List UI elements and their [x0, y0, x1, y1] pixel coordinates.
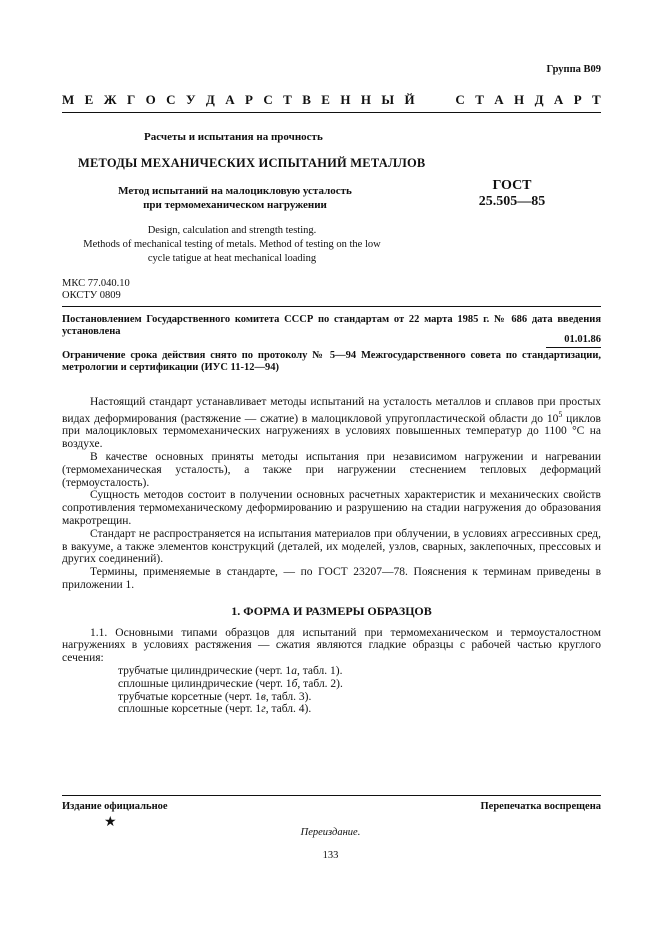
document-subtitle: Расчеты и испытания на прочность [144, 131, 323, 143]
list-item: сплошные корсетные (черт. 1г, табл. 4). [118, 703, 312, 716]
group-code: Группа В09 [546, 64, 601, 75]
classification-codes [62, 278, 130, 302]
banner-letter: С [455, 92, 465, 107]
paragraph-exclusions: Стандарт не распространяется на испытания материалов при облучении, в условиях агрессивных сред, в вакууме, а также элементов конструкций (деталей, их моделей, узлов, сварных, заклепочных, прессовых и других соединений). [62, 527, 601, 566]
page-number: 133 [322, 850, 339, 861]
banner-letter: Д [205, 92, 215, 107]
banner-letter: Й [404, 92, 415, 107]
banner-letter: А [494, 92, 504, 107]
english-title-line1: Design, calculation and strength testing. [147, 225, 317, 236]
main-body [62, 396, 601, 716]
banner-letter: Е [84, 92, 94, 107]
date-rule [546, 347, 601, 348]
gost-designation [460, 178, 564, 210]
banner-letter: С [166, 92, 176, 107]
english-title-line2: Methods of mechanical testing of metals. Method of testing on the low [83, 239, 381, 250]
list-item: трубчатые корсетные (черт. 1в, табл. 3). [118, 690, 312, 703]
banner-letter: Т [592, 92, 601, 107]
banner-letter: Т [475, 92, 484, 107]
gost-number: 25.505—85 [478, 194, 546, 209]
banner-letter: С [263, 92, 273, 107]
banner-letter: А [553, 92, 564, 107]
banner-letter: Р [573, 92, 582, 107]
paragraph-methods: В качестве основных приняты методы испытания при независимом нагружении и нагревании (термомеханическая усталость), а также при нагружении стеснением тепловых деформаций (термоусталость). [62, 451, 601, 489]
document-title: МЕТОДЫ МЕХАНИЧЕСКИХ ИСПЫТАНИЙ МЕТАЛЛОВ [78, 156, 426, 170]
banner-letter: Ы [381, 92, 395, 107]
english-title [62, 224, 402, 266]
english-title-line3: cycle tatigue at heat mechanical loading [147, 253, 317, 264]
banner-gap [425, 92, 445, 108]
star-icon: ★ [104, 815, 117, 830]
list-item: трубчатые цилиндрические (черт. 1а, табл. 1). [118, 664, 343, 677]
paragraph-specimen-types: 1.1. Основными типами образцов для испытаний при термомеханическом и термоусталостном нагружениях в условиях растяжения — сжатия являются гладкие образцы с рабочей частью круглого сечения: [62, 626, 601, 665]
official-edition: Издание официальное [62, 801, 168, 812]
introduction-date: 01.01.86 [564, 334, 601, 345]
banner-letter: В [302, 92, 311, 107]
okstu-code: ОКСТУ 0809 [62, 290, 121, 301]
specimen-type-list [62, 665, 601, 716]
footer-rule [62, 795, 601, 796]
standard-banner [62, 92, 601, 108]
banner-letter: Ж [103, 92, 117, 107]
banner-letter: Р [245, 92, 253, 107]
banner-letter: Д [534, 92, 544, 107]
banner-letter: У [185, 92, 196, 107]
method-title [110, 184, 360, 212]
paragraph-terms: Термины, применяемые в стандарте, — по ГОСТ 23207—78. Пояснения к терминам приведены в приложении 1. [62, 566, 601, 591]
paragraph-essence: Сущность методов состоит в получении основных расчетных характеристик и механических свойств сопротивления термомеханическому деформированию и разрушению на стадии нагружения до образования макротрещин. [62, 489, 601, 527]
banner-letter: Е [321, 92, 330, 107]
method-title-line2: при термомеханическом нагружении [143, 199, 327, 211]
decree-text: Постановлением Государственного комитета СССР по стандартам от 22 марта 1985 г. № 686 дата введения установлена [62, 314, 601, 337]
gost-label: ГОСТ [492, 178, 532, 193]
banner-letter: Н [360, 92, 371, 107]
limitation-notice: Ограничение срока действия снято по протоколу № 5—94 Межгосударственного совета по стандартизации, метрологии и сертификации (ИУС 11-12—94) [62, 350, 601, 373]
banner-letter: Т [283, 92, 292, 107]
reedition-note: Переиздание. [300, 827, 361, 838]
section-heading: 1. ФОРМА И РАЗМЕРЫ ОБРАЗЦОВ [231, 603, 432, 618]
banner-letter: Н [340, 92, 351, 107]
codes-rule [62, 306, 601, 307]
banner-rule [62, 112, 601, 113]
banner-letter: А [225, 92, 235, 107]
paragraph-scope: Настоящий стандарт устанавливает методы испытаний на усталость металлов и сплавов при простых видах деформирования (растяжение — сжатие) в малоцикловой упругопластической области до $10^5$ циклов при малоцикловых термомеханических нагружениях в условиях повышенных температур до 1100 °С на воздухе. [62, 396, 601, 451]
banner-letter: Г [126, 92, 136, 107]
banner-letter: О [145, 92, 156, 107]
reprint-notice: Перепечатка воспрещена [480, 801, 601, 812]
list-item: сплошные цилиндрические (черт. 1б, табл. 2). [118, 677, 343, 690]
banner-letter: М [62, 92, 75, 107]
banner-letter: Н [514, 92, 525, 107]
method-title-line1: Метод испытаний на малоцикловую усталость [118, 185, 352, 197]
mks-code: МКС 77.040.10 [62, 278, 130, 289]
